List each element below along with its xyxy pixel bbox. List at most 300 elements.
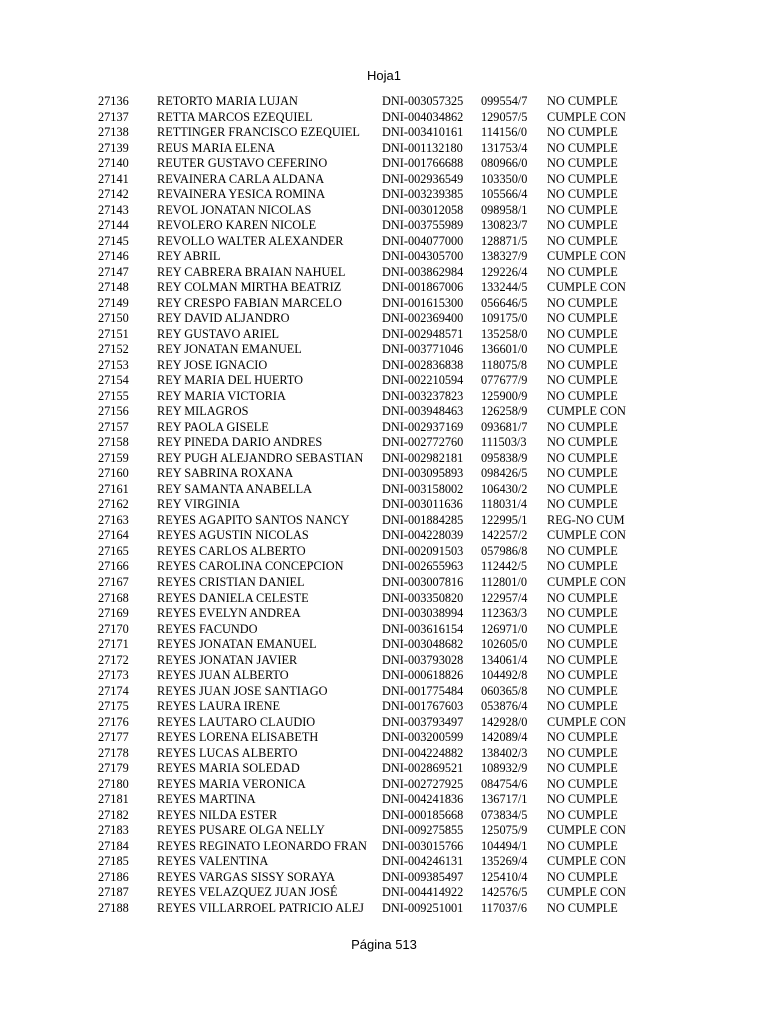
record-code: 126258/9	[481, 404, 528, 419]
dni-number: DNI-002948571	[382, 326, 464, 341]
dni-number: DNI-002655963	[382, 559, 464, 574]
record-number: 27186	[98, 869, 129, 884]
status-text: NO CUMPLE	[547, 900, 618, 915]
record-number: 27138	[98, 125, 129, 140]
table-row	[98, 94, 658, 110]
table-row	[98, 203, 658, 219]
table-row	[98, 327, 658, 343]
dni-number: DNI-003793028	[382, 652, 464, 667]
record-number: 27185	[98, 854, 129, 869]
person-name: REYES AGUSTIN NICOLAS	[157, 528, 309, 543]
table-row	[98, 839, 658, 855]
record-number: 27156	[98, 404, 129, 419]
dni-number: DNI-002982181	[382, 450, 464, 465]
status-text: NO CUMPLE	[547, 233, 618, 248]
table-row	[98, 591, 658, 607]
person-name: REYES JONATAN EMANUEL	[157, 637, 317, 652]
dni-number: DNI-003862984	[382, 264, 464, 279]
table-row	[98, 125, 658, 141]
status-text: NO CUMPLE	[547, 202, 618, 217]
record-code: 098426/5	[481, 466, 528, 481]
table-row	[98, 777, 658, 793]
record-code: 095838/9	[481, 450, 528, 465]
dni-number: DNI-009251001	[382, 900, 464, 915]
record-code: 104494/1	[481, 838, 528, 853]
record-number: 27145	[98, 233, 129, 248]
table-row	[98, 249, 658, 265]
table-row	[98, 606, 658, 622]
status-text: CUMPLE CON	[547, 854, 626, 869]
dni-number: DNI-003158002	[382, 481, 464, 496]
person-name: REVOLLO WALTER ALEXANDER	[157, 233, 344, 248]
person-name: REUS MARIA ELENA	[157, 140, 276, 155]
record-number: 27184	[98, 838, 129, 853]
record-code: 118075/8	[481, 357, 527, 372]
table-row	[98, 870, 658, 886]
status-text: NO CUMPLE	[547, 187, 618, 202]
record-number: 27169	[98, 606, 129, 621]
record-code: 142928/0	[481, 714, 528, 729]
dni-number: DNI-004414922	[382, 885, 464, 900]
record-number: 27162	[98, 497, 129, 512]
dni-number: DNI-003057325	[382, 94, 464, 108]
dni-number: DNI-001884285	[382, 512, 464, 527]
person-name: REY SAMANTA ANABELLA	[157, 481, 313, 496]
dni-number: DNI-004305700	[382, 249, 464, 264]
record-code: 138402/3	[481, 745, 528, 760]
dni-number: DNI-003007816	[382, 574, 464, 589]
record-number: 27146	[98, 249, 129, 264]
record-code: 111503/3	[481, 435, 527, 450]
table-row	[98, 373, 658, 389]
record-number: 27173	[98, 668, 129, 683]
status-text: NO CUMPLE	[547, 543, 618, 558]
person-name: REY ABRIL	[157, 249, 221, 264]
person-name: REYES CAROLINA CONCEPCION	[157, 559, 344, 574]
person-name: REYES CRISTIAN DANIEL	[157, 574, 305, 589]
status-text: REG-NO CUM	[547, 512, 625, 527]
status-text: NO CUMPLE	[547, 869, 618, 884]
record-code: 114156/0	[481, 125, 527, 140]
status-text: NO CUMPLE	[547, 373, 618, 388]
record-number: 27144	[98, 218, 129, 233]
record-code: 057986/8	[481, 543, 528, 558]
person-name: REYES EVELYN ANDREA	[157, 606, 301, 621]
record-number: 27136	[98, 94, 129, 108]
dni-number: DNI-003350820	[382, 590, 464, 605]
record-code: 142089/4	[481, 730, 528, 745]
record-number: 27166	[98, 559, 129, 574]
table-row	[98, 110, 658, 126]
status-text: NO CUMPLE	[547, 295, 618, 310]
person-name: REYES MARIA SOLEDAD	[157, 761, 300, 776]
dni-number: DNI-004034862	[382, 109, 464, 124]
record-number: 27158	[98, 435, 129, 450]
dni-number: DNI-002369400	[382, 311, 464, 326]
person-name: REY PUGH ALEJANDRO SEBASTIAN	[157, 450, 364, 465]
person-name: REY VIRGINIA	[157, 497, 240, 512]
record-number: 27150	[98, 311, 129, 326]
dni-number: DNI-003011636	[382, 497, 463, 512]
status-text: CUMPLE CON	[547, 249, 626, 264]
dni-number: DNI-002772760	[382, 435, 464, 450]
record-number: 27149	[98, 295, 129, 310]
dni-number: DNI-003410161	[382, 125, 464, 140]
records-table	[98, 94, 658, 916]
record-code: 122957/4	[481, 590, 528, 605]
table-row	[98, 637, 658, 653]
status-text: NO CUMPLE	[547, 745, 618, 760]
table-row	[98, 296, 658, 312]
table-row	[98, 280, 658, 296]
table-row	[98, 792, 658, 808]
table-row	[98, 172, 658, 188]
dni-number: DNI-002210594	[382, 373, 464, 388]
status-text: NO CUMPLE	[547, 94, 618, 108]
table-row	[98, 715, 658, 731]
dni-number: DNI-003948463	[382, 404, 464, 419]
status-text: NO CUMPLE	[547, 156, 618, 171]
table-row	[98, 761, 658, 777]
status-text: CUMPLE CON	[547, 109, 626, 124]
record-code: 106430/2	[481, 481, 528, 496]
status-text: CUMPLE CON	[547, 885, 626, 900]
person-name: REY PINEDA DARIO ANDRES	[157, 435, 323, 450]
record-number: 27163	[98, 512, 129, 527]
person-name: REYES VELAZQUEZ JUAN JOSÉ	[157, 885, 338, 900]
table-row	[98, 653, 658, 669]
table-row	[98, 141, 658, 157]
dni-number: DNI-003015766	[382, 838, 464, 853]
person-name: REY CRESPO FABIAN MARCELO	[157, 295, 342, 310]
person-name: REYES DANIELA CELESTE	[157, 590, 309, 605]
record-number: 27178	[98, 745, 129, 760]
status-text: NO CUMPLE	[547, 559, 618, 574]
record-number: 27143	[98, 202, 129, 217]
table-row	[98, 730, 658, 746]
person-name: REYES REGINATO LEONARDO FRAN	[157, 838, 367, 853]
person-name: RETTA MARCOS EZEQUIEL	[157, 109, 313, 124]
dni-number: DNI-009385497	[382, 869, 464, 884]
dni-number: DNI-002936549	[382, 171, 464, 186]
record-code: 112801/0	[481, 574, 527, 589]
table-row	[98, 389, 658, 405]
status-text: NO CUMPLE	[547, 792, 618, 807]
record-number: 27142	[98, 187, 129, 202]
table-row	[98, 559, 658, 575]
person-name: REYES VARGAS SISSY SORAYA	[157, 869, 336, 884]
status-text: NO CUMPLE	[547, 606, 618, 621]
dni-number: DNI-003771046	[382, 342, 464, 357]
person-name: REY PAOLA GISELE	[157, 419, 269, 434]
record-code: 129057/5	[481, 109, 528, 124]
table-row	[98, 513, 658, 529]
table-row	[98, 404, 658, 420]
dni-number: DNI-002727925	[382, 776, 464, 791]
person-name: REVAINERA YESICA ROMINA	[157, 187, 326, 202]
dni-number: DNI-004246131	[382, 854, 464, 869]
status-text: NO CUMPLE	[547, 388, 618, 403]
dni-number: DNI-004228039	[382, 528, 464, 543]
status-text: NO CUMPLE	[547, 481, 618, 496]
status-text: NO CUMPLE	[547, 838, 618, 853]
record-number: 27172	[98, 652, 129, 667]
dni-number: DNI-004241836	[382, 792, 464, 807]
record-code: 077677/9	[481, 373, 528, 388]
status-text: NO CUMPLE	[547, 311, 618, 326]
person-name: REYES NILDA ESTER	[157, 807, 278, 822]
table-row	[98, 187, 658, 203]
record-code: 098958/1	[481, 202, 528, 217]
record-code: 112363/3	[481, 606, 527, 621]
record-number: 27139	[98, 140, 129, 155]
record-number: 27182	[98, 807, 129, 822]
record-code: 142257/2	[481, 528, 528, 543]
record-number: 27188	[98, 900, 129, 915]
status-text: NO CUMPLE	[547, 140, 618, 155]
record-number: 27152	[98, 342, 129, 357]
record-code: 133244/5	[481, 280, 528, 295]
record-number: 27171	[98, 637, 129, 652]
status-text: NO CUMPLE	[547, 730, 618, 745]
dni-number: DNI-003616154	[382, 621, 464, 636]
person-name: REYES CARLOS ALBERTO	[157, 543, 306, 558]
record-code: 128871/5	[481, 233, 528, 248]
record-code: 136601/0	[481, 342, 528, 357]
person-name: REY MARIA DEL HUERTO	[157, 373, 304, 388]
record-number: 27151	[98, 326, 129, 341]
status-text: NO CUMPLE	[547, 761, 618, 776]
record-code: 108932/9	[481, 761, 528, 776]
dni-number: DNI-002937169	[382, 419, 464, 434]
record-number: 27153	[98, 357, 129, 372]
person-name: REYES LAUTARO CLAUDIO	[157, 714, 316, 729]
record-code: 134061/4	[481, 652, 528, 667]
dni-number: DNI-001775484	[382, 683, 464, 698]
status-text: CUMPLE CON	[547, 574, 626, 589]
record-code: 142576/5	[481, 885, 528, 900]
table-row	[98, 466, 658, 482]
dni-number: DNI-002836838	[382, 357, 464, 372]
status-text: NO CUMPLE	[547, 326, 618, 341]
status-text: NO CUMPLE	[547, 497, 618, 512]
record-number: 27170	[98, 621, 129, 636]
record-code: 131753/4	[481, 140, 528, 155]
person-name: REYES JUAN JOSE SANTIAGO	[157, 683, 328, 698]
dni-number: DNI-001615300	[382, 295, 464, 310]
dni-number: DNI-001766688	[382, 156, 464, 171]
table-row	[98, 746, 658, 762]
record-code: 053876/4	[481, 699, 528, 714]
record-number: 27177	[98, 730, 129, 745]
record-code: 060365/8	[481, 683, 528, 698]
record-code: 102605/0	[481, 637, 528, 652]
table-row	[98, 435, 658, 451]
record-code: 130823/7	[481, 218, 528, 233]
status-text: NO CUMPLE	[547, 218, 618, 233]
record-code: 109175/0	[481, 311, 528, 326]
status-text: NO CUMPLE	[547, 419, 618, 434]
record-code: 138327/9	[481, 249, 528, 264]
person-name: REYES LORENA ELISABETH	[157, 730, 319, 745]
table-row	[98, 885, 658, 901]
person-name: RETTINGER FRANCISCO EZEQUIEL	[157, 125, 360, 140]
person-name: REYES VALENTINA	[157, 854, 269, 869]
table-row	[98, 622, 658, 638]
person-name: REYES JONATAN JAVIER	[157, 652, 298, 667]
status-text: NO CUMPLE	[547, 435, 618, 450]
record-number: 27154	[98, 373, 129, 388]
person-name: REY COLMAN MIRTHA BEATRIZ	[157, 280, 342, 295]
record-code: 105566/4	[481, 187, 528, 202]
status-text: NO CUMPLE	[547, 776, 618, 791]
person-name: REVOLERO KAREN NICOLE	[157, 218, 317, 233]
status-text: NO CUMPLE	[547, 807, 618, 822]
table-row	[98, 420, 658, 436]
record-number: 27161	[98, 481, 129, 496]
person-name: REYES FACUNDO	[157, 621, 258, 636]
dni-number: DNI-003095893	[382, 466, 464, 481]
table-row	[98, 451, 658, 467]
record-number: 27164	[98, 528, 129, 543]
dni-number: DNI-003048682	[382, 637, 464, 652]
person-name: REVAINERA CARLA ALDANA	[157, 171, 325, 186]
status-text: NO CUMPLE	[547, 668, 618, 683]
status-text: CUMPLE CON	[547, 280, 626, 295]
record-code: 080966/0	[481, 156, 528, 171]
table-row	[98, 482, 658, 498]
status-text: NO CUMPLE	[547, 699, 618, 714]
person-name: REYES JUAN ALBERTO	[157, 668, 289, 683]
table-row	[98, 699, 658, 715]
record-code: 122995/1	[481, 512, 528, 527]
record-code: 103350/0	[481, 171, 528, 186]
dni-number: DNI-002869521	[382, 761, 464, 776]
status-text: NO CUMPLE	[547, 621, 618, 636]
table-row	[98, 358, 658, 374]
record-code: 093681/7	[481, 419, 528, 434]
record-number: 27140	[98, 156, 129, 171]
person-name: REY JOSE IGNACIO	[157, 357, 268, 372]
person-name: REY SABRINA ROXANA	[157, 466, 294, 481]
dni-number: DNI-001767603	[382, 699, 464, 714]
table-row	[98, 575, 658, 591]
table-row	[98, 668, 658, 684]
status-text: NO CUMPLE	[547, 264, 618, 279]
person-name: REY MILAGROS	[157, 404, 249, 419]
person-name: REY DAVID ALJANDRO	[157, 311, 290, 326]
record-code: 099554/7	[481, 94, 528, 108]
person-name: REYES PUSARE OLGA NELLY	[157, 823, 325, 838]
table-row	[98, 808, 658, 824]
record-number: 27180	[98, 776, 129, 791]
record-code: 136717/1	[481, 792, 528, 807]
record-number: 27160	[98, 466, 129, 481]
record-code: 135258/0	[481, 326, 528, 341]
record-number: 27141	[98, 171, 129, 186]
dni-number: DNI-003237823	[382, 388, 464, 403]
table-row	[98, 684, 658, 700]
dni-number: DNI-003755989	[382, 218, 464, 233]
sheet-title: Hoja1	[367, 68, 401, 83]
record-number: 27174	[98, 683, 129, 698]
record-number: 27183	[98, 823, 129, 838]
dni-number: DNI-000185668	[382, 807, 464, 822]
record-number: 27148	[98, 280, 129, 295]
record-code: 135269/4	[481, 854, 528, 869]
status-text: NO CUMPLE	[547, 590, 618, 605]
status-text: CUMPLE CON	[547, 528, 626, 543]
dni-number: DNI-003200599	[382, 730, 464, 745]
dni-number: DNI-000618826	[382, 668, 464, 683]
person-name: REY JONATAN EMANUEL	[157, 342, 302, 357]
record-number: 27175	[98, 699, 129, 714]
status-text: NO CUMPLE	[547, 125, 618, 140]
status-text: CUMPLE CON	[547, 823, 626, 838]
record-number: 27165	[98, 543, 129, 558]
record-number: 27187	[98, 885, 129, 900]
status-text: NO CUMPLE	[547, 652, 618, 667]
record-number: 27179	[98, 761, 129, 776]
dni-number: DNI-001132180	[382, 140, 463, 155]
record-code: 084754/6	[481, 776, 528, 791]
status-text: NO CUMPLE	[547, 466, 618, 481]
table-row	[98, 265, 658, 281]
status-text: NO CUMPLE	[547, 450, 618, 465]
dni-number: DNI-004077000	[382, 233, 464, 248]
dni-number: DNI-009275855	[382, 823, 464, 838]
record-number: 27147	[98, 264, 129, 279]
dni-number: DNI-003012058	[382, 202, 464, 217]
record-code: 125900/9	[481, 388, 528, 403]
status-text: NO CUMPLE	[547, 171, 618, 186]
record-code: 073834/5	[481, 807, 528, 822]
record-code: 125410/4	[481, 869, 528, 884]
table-row	[98, 218, 658, 234]
record-code: 129226/4	[481, 264, 528, 279]
person-name: REYES MARTINA	[157, 792, 256, 807]
record-number: 27167	[98, 574, 129, 589]
dni-number: DNI-001867006	[382, 280, 464, 295]
person-name: RETORTO MARIA LUJAN	[157, 94, 298, 108]
record-number: 27157	[98, 419, 129, 434]
record-code: 126971/0	[481, 621, 528, 636]
person-name: REUTER GUSTAVO CEFERINO	[157, 156, 328, 171]
table-row	[98, 156, 658, 172]
person-name: REYES VILLARROEL PATRICIO ALEJ	[157, 900, 364, 915]
record-number: 27155	[98, 388, 129, 403]
record-code: 056646/5	[481, 295, 528, 310]
dni-number: DNI-003793497	[382, 714, 464, 729]
page-number: Página 513	[351, 937, 417, 952]
record-code: 104492/8	[481, 668, 528, 683]
person-name: REY GUSTAVO ARIEL	[157, 326, 279, 341]
record-code: 112442/5	[481, 559, 527, 574]
status-text: CUMPLE CON	[547, 714, 626, 729]
table-row	[98, 528, 658, 544]
person-name: REY CABRERA BRAIAN NAHUEL	[157, 264, 346, 279]
record-number: 27159	[98, 450, 129, 465]
person-name: REYES LUCAS ALBERTO	[157, 745, 298, 760]
dni-number: DNI-004224882	[382, 745, 464, 760]
record-number: 27176	[98, 714, 129, 729]
status-text: NO CUMPLE	[547, 357, 618, 372]
record-number: 27181	[98, 792, 129, 807]
person-name: REYES AGAPITO SANTOS NANCY	[157, 512, 350, 527]
status-text: NO CUMPLE	[547, 342, 618, 357]
record-code: 125075/9	[481, 823, 528, 838]
dni-number: DNI-003239385	[382, 187, 464, 202]
